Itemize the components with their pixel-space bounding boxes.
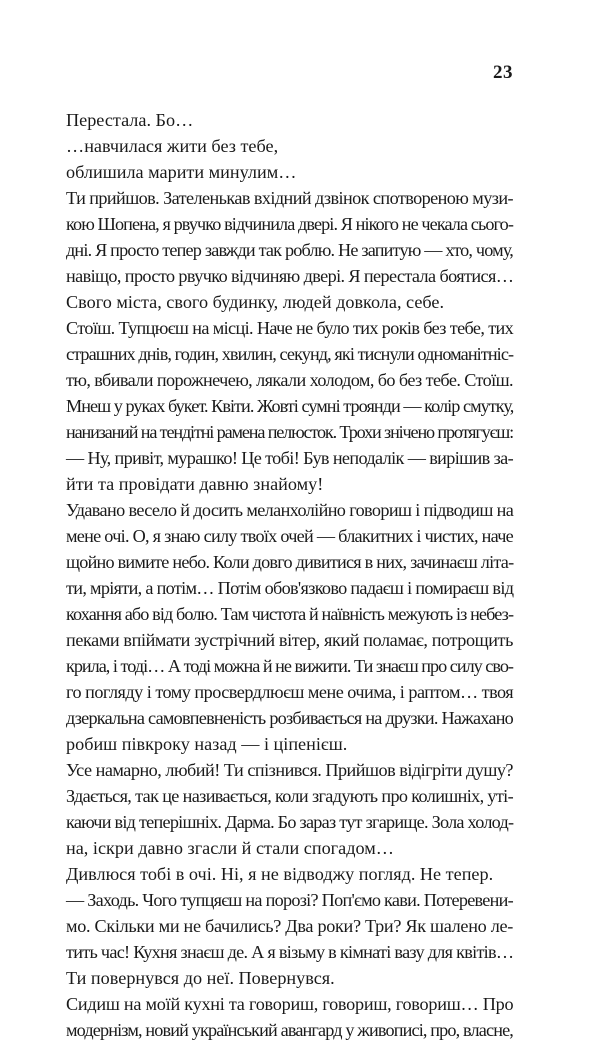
text-body bbox=[66, 107, 513, 1043]
text-line: мо. Скільки ми не бачились? Два роки? Три? Як шалено ле- bbox=[66, 916, 513, 936]
text-line: Перестала. Бо… bbox=[66, 110, 194, 130]
text-line: Ти повернувся до неї. Повернувся. bbox=[66, 968, 335, 988]
text-line: Свого міста, свого будинку, людей довкола, себе. bbox=[66, 292, 445, 312]
text-line: навіщо, просто рвучко відчиняю двері. Я перестала боятися… bbox=[66, 266, 514, 286]
text-line: пеками впіймати зустрічний вітер, який поламає, потрощить bbox=[66, 630, 513, 650]
text-line: Дивлюся тобі в очі. Ні, я не відводжу погляд. Не тепер. bbox=[66, 864, 494, 884]
text-line: каючи від теперішніх. Дарма. Бо зараз тут згарище. Зола холод- bbox=[66, 812, 514, 832]
text-line: страшних днів, годин, хвилин, секунд, які тиснули одноманітніс- bbox=[66, 344, 514, 364]
text-line: йти та провідати давню знайому! bbox=[66, 474, 324, 494]
text-line: Усе намарно, любий! Ти спізнився. Прийшов відігріти душу? bbox=[66, 760, 513, 780]
text-line: ти, мріяти, а потім… Потім обов'язково падаєш і помираєш від bbox=[66, 578, 514, 598]
text-line: Удавано весело й досить меланхолійно говориш і підводиш на bbox=[66, 500, 514, 520]
text-line: …навчилася жити без тебе, bbox=[66, 136, 279, 156]
text-line: — Заходь. Чого тупцяєш на порозі? Поп'ємо кави. Потеревени- bbox=[66, 890, 513, 910]
text-line: кохання або від болю. Там чистота й наївність межують із небез- bbox=[66, 604, 514, 624]
text-line: облишила марити минулим… bbox=[66, 162, 297, 182]
text-line: го погляду і тому просвердлюєш мене очима, і раптом… твоя bbox=[66, 682, 514, 702]
text-line: робиш півкроку назад — і ціпенієш. bbox=[66, 734, 348, 754]
text-line: щойно вимите небо. Коли довго дивитися в них, зачинаєш літа- bbox=[66, 552, 514, 572]
text-line: мене очі. О, я знаю силу твоїх очей — блакитних і чистих, наче bbox=[66, 526, 513, 546]
text-line: Мнеш у руках букет. Квіти. Жовті сумні троянди — колір смутку, bbox=[66, 396, 514, 416]
text-line: крила, і тоді… А тоді можна й не вижити. Ти знаєш про силу сво- bbox=[66, 656, 513, 676]
text-line: на, іскри давно згасли й стали спогадом… bbox=[66, 838, 394, 858]
text-line: тю, вбивали порожнечею, лякали холодом, бо без тебе. Стоїш. bbox=[66, 370, 513, 390]
text-line: дні. Я просто тепер завжди так роблю. Не запитую — хто, чому, bbox=[66, 240, 513, 260]
text-line: модернізм, новий український авангард у живописі, про, власне, bbox=[66, 1020, 513, 1040]
text-line: дзеркальна самовпевненість розбивається на друзки. Нажахано bbox=[66, 708, 513, 728]
text-line: Стоїш. Тупцюєш на місці. Наче не було тих років без тебе, тих bbox=[66, 318, 514, 338]
text-line: кою Шопена, я рвучко відчинила двері. Я нікого не чекала сього- bbox=[66, 214, 513, 234]
text-line: нанизаний на тендітні рамена пелюсток. Трохи знічено протягуєш: bbox=[66, 422, 513, 442]
text-line: тить час! Кухня знаєш де. А я візьму в кімнаті вазу для квітів… bbox=[66, 942, 514, 962]
text-line: Сидиш на моїй кухні та говориш, говориш, говориш… Про bbox=[66, 994, 514, 1014]
text-line: — Ну, привіт, мурашко! Це тобі! Був неподалік — вирішив за- bbox=[66, 448, 513, 468]
text-line: Здається, так це називається, коли згадують про колишніх, уті- bbox=[66, 786, 513, 806]
page-number: 23 bbox=[493, 62, 513, 83]
text-line: Ти прийшов. Зателенькав вхідний дзвінок спотвореною музи- bbox=[66, 188, 513, 208]
